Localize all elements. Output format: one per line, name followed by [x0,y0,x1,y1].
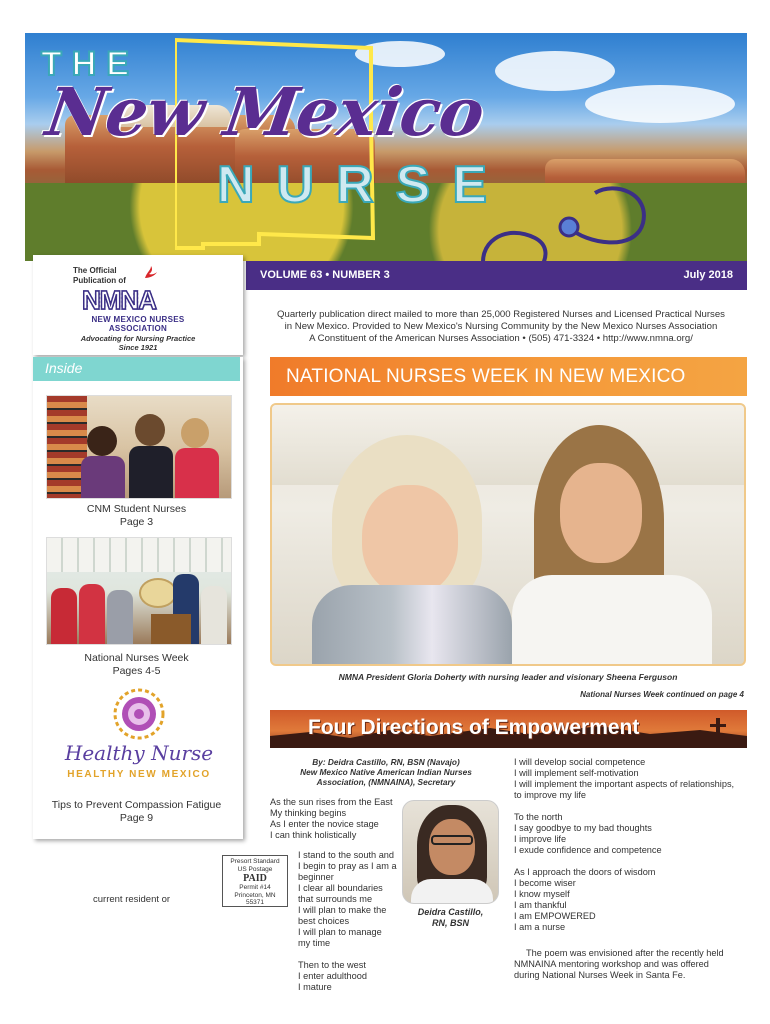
inside-sidebar [33,357,243,839]
inside-header: Inside [33,357,240,381]
continued-link[interactable]: National Nurses Week continued on page 4 [580,690,744,699]
portrait-caption-line: RN, BSN [431,918,469,928]
postage-line: Presort Standard [230,858,280,865]
official-publication-label [73,266,126,286]
poem-line: I become wiser [514,878,576,888]
poem-line: I am a nurse [514,922,566,932]
nmna-logo: NMNA [82,285,156,315]
current-resident: current resident or [93,894,171,905]
mandala-sun-icon [112,687,166,741]
poem-line: best choices [298,916,350,926]
sidebar-item-page: Page 9 [119,812,154,824]
official-line: The Official [73,266,117,275]
nurses-week-headline: NATIONAL NURSES WEEK IN NEW MEXICO [286,366,686,387]
nmna-logo-box [33,255,243,355]
masthead-banner [25,33,747,261]
cloud-2 [585,85,735,123]
photo-caption: NMNA President Gloria Doherty with nursing leader and visionary Sheena Ferguson [338,672,678,682]
healthy-nurse-title: Healthy Nurse [64,741,214,765]
poem-line: I will plan to make the [298,905,387,915]
volume-number: VOLUME 63 • NUMBER 3 [260,269,390,281]
poem-column-3 [514,757,746,933]
poem-line: I enter adulthood [298,971,367,981]
postage-line: 55371 [245,899,265,906]
left-face [362,485,458,595]
poem-line: I am EMPOWERED [514,911,596,921]
advocating-line: Advocating for Nursing Practice [80,334,196,343]
poem-line: that surrounds me [298,894,373,904]
issue-date: July 2018 [683,269,733,281]
postage-line: Permit #14 [239,884,271,891]
poem-column-2 [298,850,400,993]
poem-line: I improve life [514,834,567,844]
postage-paid: PAID [243,873,267,884]
closing-line: NMNAINA mentoring workshop and was offered [514,959,709,969]
advocating-tagline [33,334,243,352]
poem-line: I can think holistically [270,830,357,840]
publication-info-line: in New Mexico. Provided to New Mexico's Nursing Community by the New Mexico Nurses Association [284,321,718,332]
poem-line: I exude confidence and competence [514,845,662,855]
association-name-line: NEW MEXICO NURSES [91,315,185,324]
masthead-the: THE [41,45,139,83]
poem-line: I say goodbye to my bad thoughts [514,823,652,833]
poem-line: I mature [298,982,332,992]
right-shirt [512,575,712,666]
poem-line: I will implement the important aspects of relationships, [514,779,735,789]
healthy-new-mexico: HEALTHY NEW MEXICO [67,769,211,780]
poem-line: I am thankful [514,900,567,910]
sidebar-item-compassion[interactable] [33,799,240,825]
four-directions-title: Four Directions of Empowerment [308,716,640,739]
nurses-week-headline-bar [270,357,747,396]
poem-spacer [514,801,746,812]
publication-info [266,309,736,345]
closing-line: The poem was envisioned after the recently held [526,948,724,958]
publication-info-line: Quarterly publication direct mailed to more than 25,000 Registered Nurses and Licensed Practical Nurses [277,309,725,320]
four-directions-bar [270,710,747,748]
since-line: Since 1921 [118,343,158,352]
poem-spacer [514,856,746,867]
poem-line: As I enter the novice stage [270,819,379,829]
sidebar-item-cnm[interactable] [33,503,240,529]
poem-spacer [298,949,400,960]
poem-line: beginner [298,872,334,882]
poem-line: to improve my life [514,790,586,800]
byline-line: Association, (NMNAINA), Secretary [316,777,456,787]
left-shirt [312,585,512,666]
poem-line: I will plan to manage [298,927,382,937]
poem-line: I will develop social competence [514,757,646,767]
sidebar-item-title: Tips to Prevent Compassion Fatigue [51,799,222,811]
publication-info-line[interactable]: A Constituent of the American Nurses Association • (505) 471-3324 • http://www.nmna.org/ [309,333,693,344]
portrait-caption [402,907,499,929]
closing-line: during National Nurses Week in Santa Fe. [514,970,686,980]
postage-line: US Postage [237,865,273,873]
poem-column-1 [270,797,400,841]
article-byline [270,757,502,787]
closing-paragraph [514,948,746,981]
sidebar-item-title: National Nurses Week [84,652,189,664]
portrait-caption-line: Deidra Castillo, [417,907,484,917]
cnm-students-photo [46,395,232,499]
poem-line: I begin to pray as I am a [298,861,397,871]
sidebar-item-page: Pages 4-5 [112,665,161,677]
volume-band [246,261,747,290]
poem-line: Then to the west [298,960,366,970]
masthead-nurse: NURSE [217,156,510,214]
sidebar-item-nurses-week[interactable] [33,652,240,678]
deidra-castillo-portrait [402,800,499,904]
poem-line: As I approach the doors of wisdom [514,867,656,877]
right-face [560,463,642,563]
lamp-flame-icon [143,266,159,280]
nurses-week-photo [46,537,232,645]
poem-line: my time [298,938,331,948]
poem-line: To the north [514,812,563,822]
poem-line: I stand to the south and [298,850,395,860]
byline-line: By: Deidra Castillo, RN, BSN (Navajo) [312,757,460,767]
postage-indicia [222,855,288,907]
masthead-title: New Mexico [41,73,489,151]
byline-line: New Mexico Native American Indian Nurses [300,767,472,777]
sidebar-item-title: CNM Student Nurses [86,503,187,515]
publication-of-line: Publication of [73,276,126,285]
poem-line: As the sun rises from the East [270,797,393,807]
poem-line: My thinking begins [270,808,347,818]
sidebar-item-page: Page 3 [119,516,154,528]
postage-line: Princeton, MN [234,891,276,899]
poem-line: I will implement self-motivation [514,768,639,778]
association-name-line: ASSOCIATION [108,324,168,333]
poem-line: I know myself [514,889,570,899]
healthy-nurse-logo [46,683,232,793]
poem-line: I clear all boundaries [298,883,383,893]
association-name [33,315,243,333]
doherty-ferguson-photo [270,403,746,666]
